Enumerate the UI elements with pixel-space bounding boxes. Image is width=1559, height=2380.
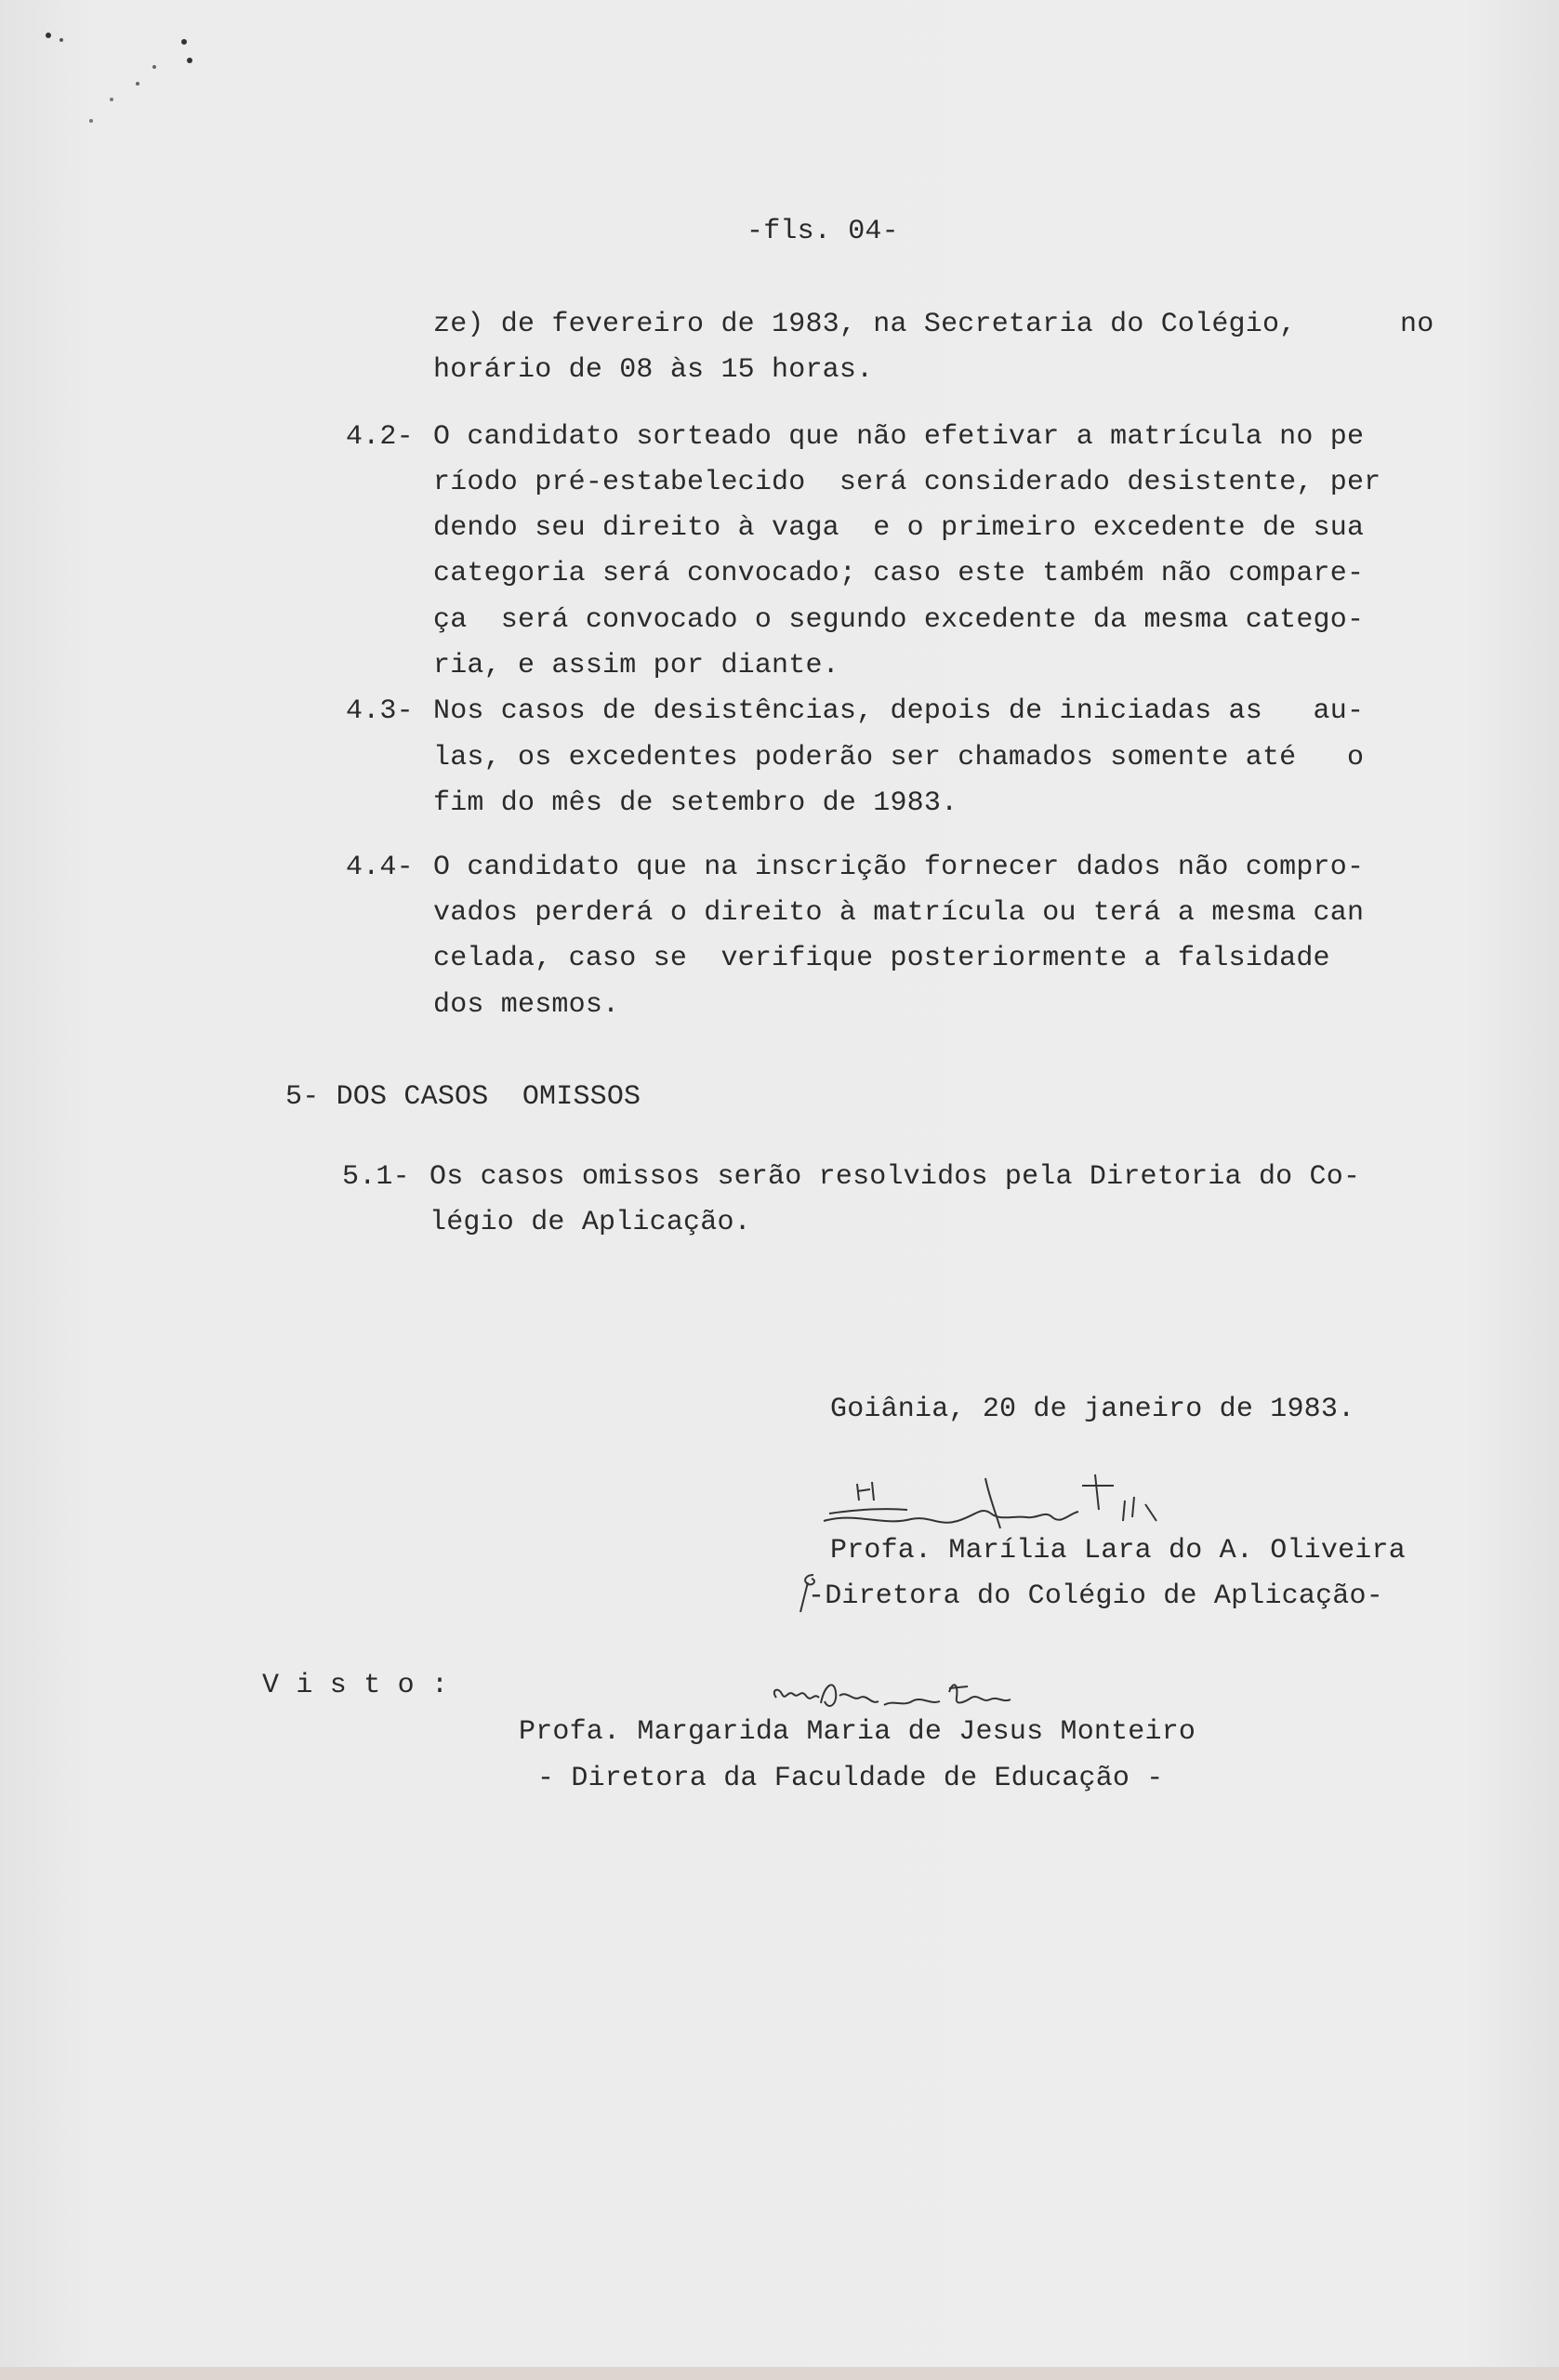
signatory-2-name: Profa. Margarida Maria de Jesus Monteiro	[519, 1716, 1196, 1748]
intro-line-2: horário de 08 às 15 horas.	[433, 354, 874, 386]
item-5-1-number: 5.1-	[342, 1161, 410, 1193]
item-4-4-number: 4.4-	[346, 852, 414, 883]
signature-1-scribble	[818, 1469, 1190, 1543]
item-4-3-line-1: Nos casos de desistências, depois de iniciadas as au-	[433, 695, 1365, 727]
intro-tail-word: no	[1400, 309, 1434, 340]
item-4-2-line-5: ça será convocado o segundo excedente da mesma catego-	[433, 604, 1365, 636]
intro-line-1: ze) de fevereiro de 1983, na Secretaria do Colégio,	[433, 309, 1297, 340]
item-4-2-line-6: ria, e assim por diante.	[433, 650, 839, 681]
item-4-2-line-1: O candidato sorteado que não efetivar a matrícula no pe	[433, 421, 1365, 453]
item-4-4-line-2: vados perderá o direito à matrícula ou terá a mesma can	[433, 897, 1365, 929]
item-4-4-line-1: O candidato que na inscrição fornecer dados não compro-	[433, 852, 1365, 883]
item-4-2-number: 4.2-	[346, 421, 414, 453]
item-4-2-line-4: categoria será convocado; caso este também não compare-	[433, 558, 1365, 589]
item-4-2-line-2: ríodo pré-estabelecido será considerado desistente, per	[433, 467, 1381, 498]
signatory-1-role: -Diretora do Colégio de Aplicação-	[808, 1580, 1383, 1612]
item-4-3-line-2: las, os excedentes poderão ser chamados somente até o	[433, 742, 1365, 774]
item-4-2-line-3: dendo seu direito à vaga e o primeiro excedente de sua	[433, 512, 1365, 544]
section-5-heading: 5- DOS CASOS OMISSOS	[285, 1081, 641, 1113]
item-4-3-number: 4.3-	[346, 695, 414, 727]
visto-label: V i s t o :	[262, 1670, 449, 1701]
item-4-3-line-3: fim do mês de setembro de 1983.	[433, 787, 958, 819]
signatory-1-name: Profa. Marília Lara do A. Oliveira	[830, 1535, 1406, 1567]
item-5-1-line-1: Os casos omissos serão resolvidos pela Diretoria do Co-	[429, 1161, 1361, 1193]
scan-specks	[37, 14, 223, 135]
item-4-4-line-3: celada, caso se verifique posteriormente a falsidade	[433, 943, 1330, 974]
dateline: Goiânia, 20 de janeiro de 1983.	[830, 1394, 1355, 1425]
item-5-1-line-2: légio de Aplicação.	[429, 1207, 751, 1238]
item-4-4-line-4: dos mesmos.	[433, 989, 620, 1021]
page-number: -fls. 04-	[746, 216, 899, 247]
signatory-2-role: - Diretora da Faculdade de Educação -	[537, 1763, 1164, 1794]
